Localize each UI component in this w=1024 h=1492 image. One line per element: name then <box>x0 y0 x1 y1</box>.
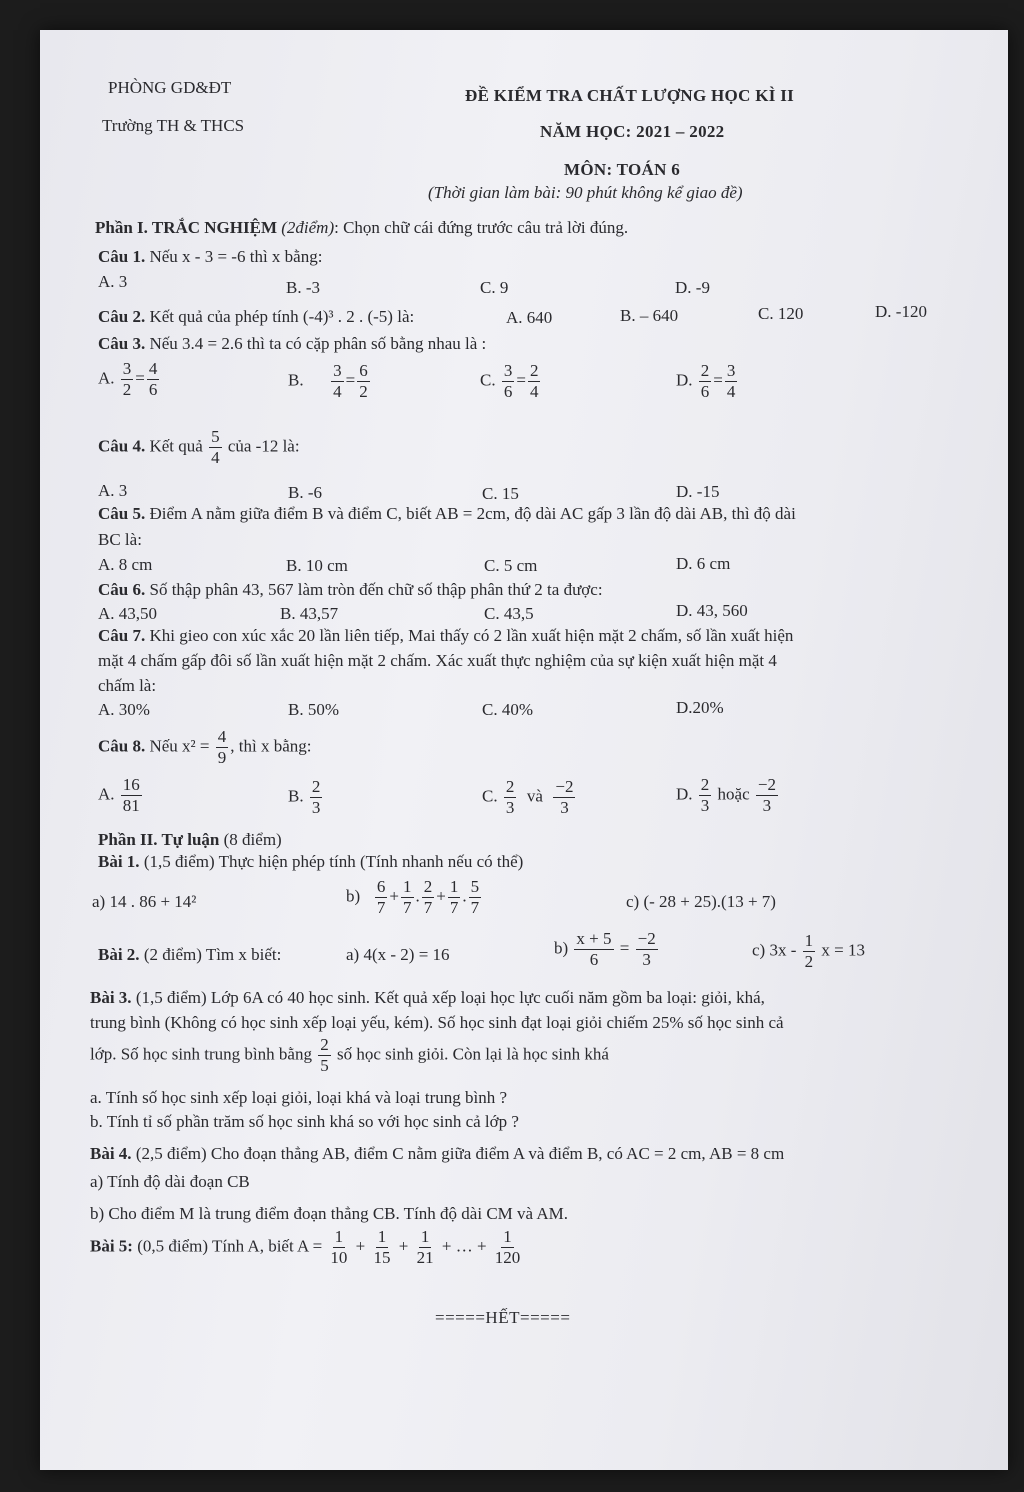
exercise-5: Bài 5: (0,5 điểm) Tính A, biết A = $\frac{1}{10}$ + $\frac{1}{15}$ + $\frac{1}{21}$ + … + $\frac{1}{120}$ <box>90 1227 521 1267</box>
question-7-line3: chấm là: <box>98 676 157 695</box>
q3-option-a: A. $\frac{3}{2}$ = $\frac{4}{6}$ <box>98 359 158 399</box>
q6-option-d: D. 43, 560 <box>676 601 748 620</box>
q7-option-c: C. 40% <box>482 700 533 719</box>
time-note: (Thời gian làm bài: 90 phút không kể giao đề) <box>428 183 743 202</box>
part2-heading <box>98 830 282 850</box>
q1-option-b: B. -3 <box>286 278 320 297</box>
question-2: Câu 2. Kết quả của phép tính (-4)³ . 2 . (-5) là: <box>98 307 415 326</box>
q6-option-b: B. 43,57 <box>280 604 339 623</box>
school-name: Trường TH & THCS <box>102 116 245 135</box>
q6-option-a: A. 43,50 <box>98 604 158 623</box>
q8-option-c: C. $\frac{2}{3}$ và $\frac{-2}{3}$ <box>482 777 574 817</box>
q8-option-a: A. $\frac{16}{81}$ <box>98 775 140 815</box>
q2-option-d: D. -120 <box>875 302 927 321</box>
exercise-2a: a) 4(x - 2) = 16 <box>346 945 450 964</box>
q5-option-d: D. 6 cm <box>676 554 731 573</box>
question-4: Câu 4. Kết quả $\frac{5}{4}$ của -12 là: <box>98 427 300 467</box>
question-3: Câu 3. Nếu 3.4 = 2.6 thì ta có cặp phân số bằng nhau là : <box>98 334 487 353</box>
question-5-line2: BC là: <box>98 530 142 549</box>
exercise-3b: b. Tính tỉ số phần trăm số học sinh khá so với học sinh cả lớp ? <box>90 1112 519 1131</box>
exercise-1a: a) 14 . 86 + 14² <box>92 892 197 911</box>
exercise-1b: b) $\frac{6}{7}$ + $\frac{1}{7}$ . $\frac{2}{7}$ + $\frac{1}{7}$ . $\frac{5}{7}$ <box>346 877 480 917</box>
end-marker: =====HẾT===== <box>435 1308 571 1327</box>
q4-option-c: C. 15 <box>482 484 519 503</box>
exercise-4: Bài 4. (2,5 điểm) Cho đoạn thẳng AB, điểm C nằm giữa điểm A và điểm B, có AC = 2 cm, AB = 8 cm <box>90 1144 785 1163</box>
q6-option-c: C. 43,5 <box>484 604 534 623</box>
department-name: PHÒNG GD&ĐT <box>108 78 232 97</box>
subject: MÔN: TOÁN 6 <box>564 160 681 179</box>
q3-option-b: B. $\frac{3}{4}$ = $\frac{6}{2}$ <box>288 361 368 401</box>
part1-title: Phần I. TRẮC NGHIỆM <box>95 218 277 237</box>
q3-option-c: C. $\frac{3}{6}$ = $\frac{2}{4}$ <box>480 361 539 401</box>
question-1: Câu 1. Nếu x - 3 = -6 thì x bằng: <box>98 247 323 266</box>
exam-title: ĐỀ KIỂM TRA CHẤT LƯỢNG HỌC KÌ II <box>465 86 795 105</box>
q8-option-b: B. $\frac{2}{3}$ <box>288 777 321 817</box>
q2-option-c: C. 120 <box>758 304 804 323</box>
q2-option-a: A. 640 <box>506 308 553 327</box>
exercise-1: Bài 1. (1,5 điểm) Thực hiện phép tính (Tính nhanh nếu có thể) <box>98 852 524 871</box>
question-5: Câu 5. Điểm A nằm giữa điểm B và điểm C, biết AB = 2cm, độ dài AC gấp 3 lần độ dài AB, thì độ dài <box>98 504 796 523</box>
q8-option-d: D. $\frac{2}{3}$ hoặc $\frac{-2}{3}$ <box>676 775 776 815</box>
exam-paper <box>40 30 1008 1470</box>
exercise-2: Bài 2. (2 điểm) Tìm x biết: <box>98 945 282 964</box>
exercise-3a: a. Tính số học sinh xếp loại giỏi, loại khá và loại trung bình ? <box>90 1088 508 1107</box>
exercise-3-line2: trung bình (Không có học sinh xếp loại yếu, kém). Số học sinh đạt loại giỏi chiếm 25% số học sinh cả <box>90 1013 784 1032</box>
part2-title: Phần II. Tự luận <box>98 830 220 849</box>
q7-option-d: D.20% <box>676 698 724 717</box>
question-8: Câu 8. Nếu x² = $\frac{4}{9}$ , thì x bằng: <box>98 727 312 767</box>
question-6: Câu 6. Số thập phân 43, 567 làm tròn đến chữ số thập phân thứ 2 ta được: <box>98 580 603 599</box>
exercise-2b: b) $\frac{x + 5}{6}$ = $\frac{-2}{3}$ <box>554 929 656 969</box>
q1-option-d: D. -9 <box>675 278 710 297</box>
exercise-2c: c) 3x - $\frac{1}{2}$ x = 13 <box>752 931 865 971</box>
part2-points: (8 điểm) <box>223 830 282 849</box>
q4-option-b: B. -6 <box>288 483 322 502</box>
exercise-1c: c) (- 28 + 25).(13 + 7) <box>626 892 776 911</box>
q7-option-b: B. 50% <box>288 700 339 719</box>
q7-option-a: A. 30% <box>98 700 150 719</box>
q3-option-d: D. $\frac{2}{6}$ = $\frac{3}{4}$ <box>676 361 736 401</box>
school-year: NĂM HỌC: 2021 – 2022 <box>540 122 725 141</box>
q4-option-a: A. 3 <box>98 481 128 500</box>
exercise-4b: b) Cho điểm M là trung điểm đoạn thẳng CB. Tính độ dài CM và AM. <box>90 1204 569 1223</box>
exercise-3: Bài 3. (1,5 điểm) Lớp 6A có 40 học sinh. Kết quả xếp loại học lực cuối năm gồm ba loại: giỏi, khá, <box>90 988 765 1007</box>
q4-option-d: D. -15 <box>676 482 720 501</box>
q1-option-c: C. 9 <box>480 278 509 297</box>
exercise-3-line3: lớp. Số học sinh trung bình bằng $\frac{2}{5}$ số học sinh giỏi. Còn lại là học sinh khá <box>90 1035 609 1075</box>
q5-option-b: B. 10 cm <box>286 556 348 575</box>
question-7-line2: mặt 4 chấm gấp đôi số lần xuất hiện mặt 2 chấm. Xác xuất thực nghiệm của sự kiện xuất hiện mặt 4 <box>98 651 777 670</box>
q1-option-a: A. 3 <box>98 272 128 291</box>
part1-points: (2điểm) <box>281 218 335 237</box>
part1-instruction: : Chọn chữ cái đứng trước câu trả lời đúng. <box>334 218 629 237</box>
q5-option-a: A. 8 cm <box>98 555 153 574</box>
q2-option-b: B. – 640 <box>620 306 679 325</box>
exercise-4a: a) Tính độ dài đoạn CB <box>90 1172 250 1191</box>
q5-option-c: C. 5 cm <box>484 556 538 575</box>
part1-heading <box>95 218 628 238</box>
question-7: Câu 7. Khi gieo con xúc xắc 20 lần liên tiếp, Mai thấy có 2 lần xuất hiện mặt 2 chấm, số lần xuất hiện <box>98 626 794 645</box>
